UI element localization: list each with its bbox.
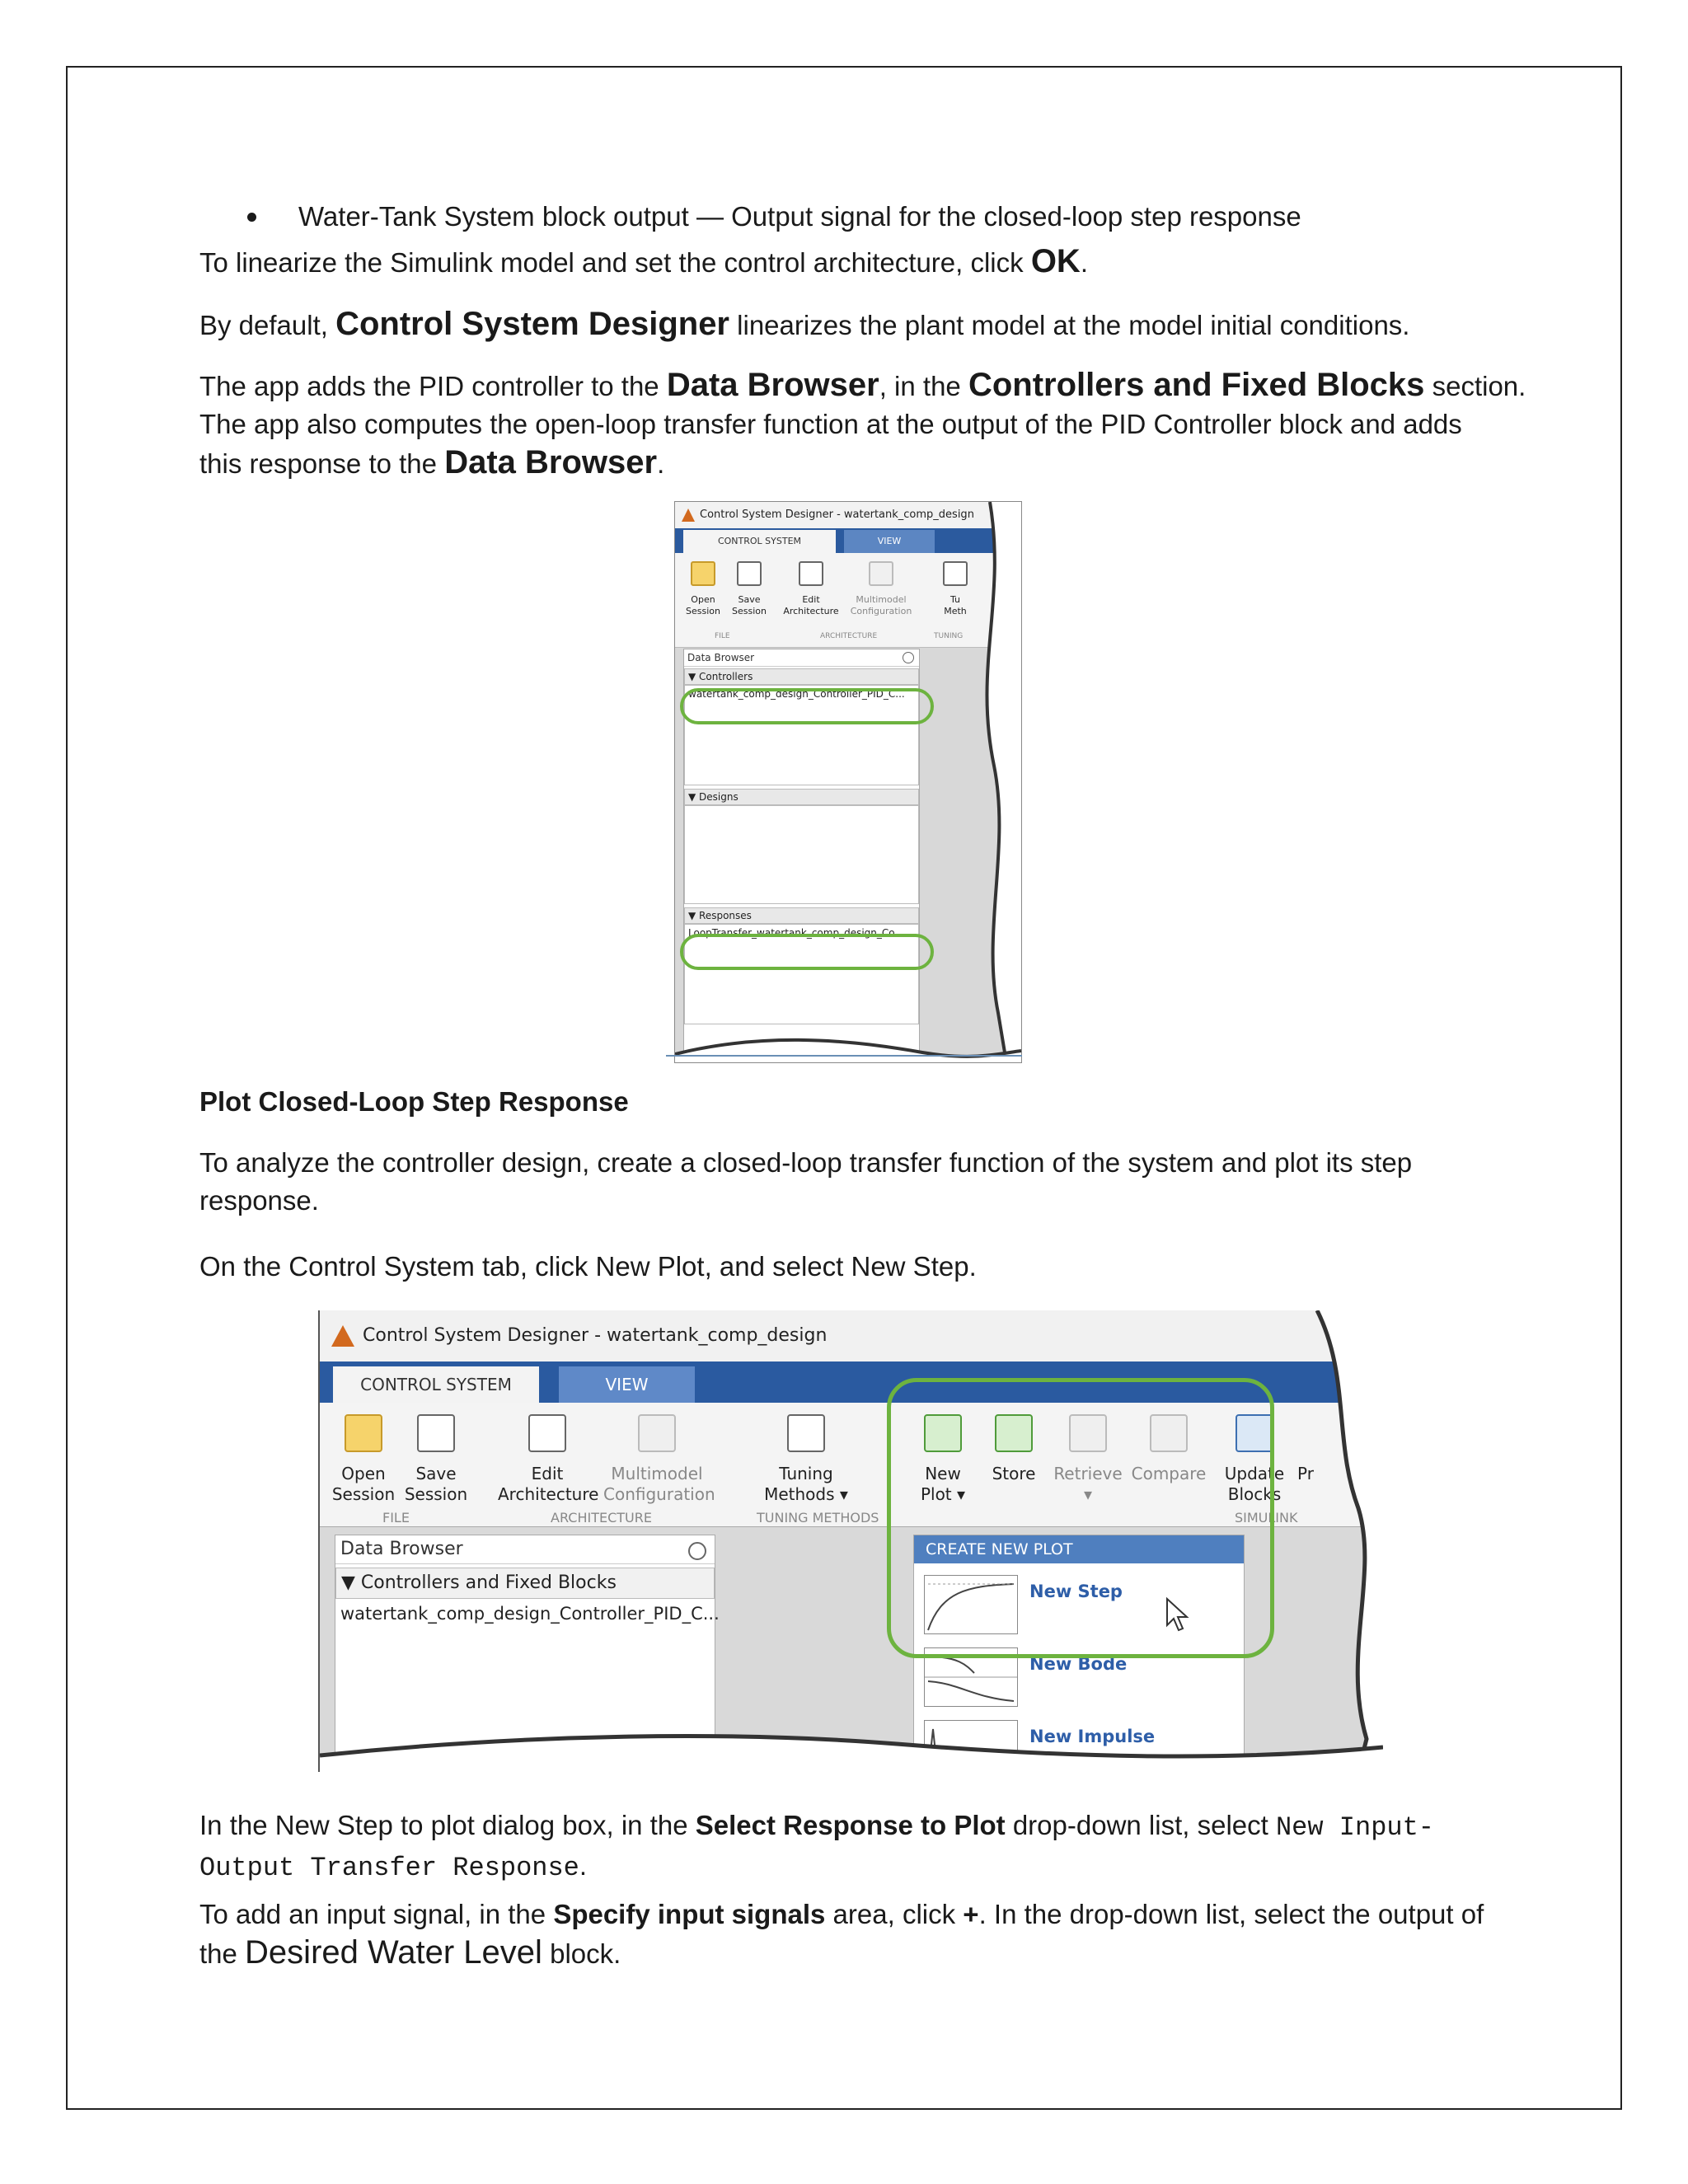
tuning-icon: [943, 561, 968, 586]
menu-item-new-step[interactable]: New Step: [914, 1563, 1244, 1636]
app-name: Control System Designer: [335, 306, 729, 342]
tuning-methods-icon: [787, 1414, 825, 1452]
update-blocks-button[interactable]: Update Blocks: [1220, 1414, 1289, 1505]
specify-input-term: Specify input signals: [553, 1899, 826, 1929]
compare-button[interactable]: Compare: [1128, 1414, 1210, 1484]
data-browser-header: Data Browser: [684, 649, 919, 667]
tuning-methods-button[interactable]: Tu Meth: [922, 561, 988, 617]
tuning-methods-button[interactable]: Tuning Methods ▾: [757, 1414, 856, 1505]
multimodel-icon: [869, 561, 893, 586]
multimodel-configuration-button[interactable]: Multimodel Configuration: [603, 1414, 710, 1505]
section-file: FILE: [715, 632, 730, 640]
paragraph-app-adds: The app adds the PID controller to the Data Browser, in the Controllers and Fixed Blocks section. The app also computes the open-loop transfer function at the output of the PID Controller block and adds this response to the Data Browser.: [199, 367, 1526, 480]
section-heading: Plot Closed-Loop Step Response: [199, 1086, 629, 1117]
bullet-item: [247, 198, 1301, 236]
mouse-cursor-icon: [1165, 1597, 1190, 1632]
select-response-term: Select Response to Plot: [695, 1810, 1006, 1840]
data-browser-term: Data Browser: [666, 367, 879, 403]
torn-edge-bottom: [320, 1722, 1383, 1772]
window-title: Control System Designer - watertank_comp_design: [700, 509, 974, 521]
highlight-controller: [680, 688, 934, 724]
paragraph-analyze: To analyze the controller design, create a closed-loop transfer function of the system and plot its step response.: [199, 1147, 1413, 1216]
data-browser-header: Data Browser: [335, 1535, 715, 1564]
paragraph-linearize: To linearize the Simulink model and set the control architecture, click OK.: [199, 243, 1088, 279]
menu-header: CREATE NEW PLOT: [914, 1535, 1244, 1563]
tab-control-system[interactable]: CONTROL SYSTEM: [683, 530, 836, 553]
code-option-2: Output Transfer Response: [199, 1853, 579, 1883]
tab-view[interactable]: VIEW: [559, 1366, 695, 1403]
bullet-dot: [247, 213, 256, 222]
section-tuning: TUNING: [934, 632, 964, 640]
tab-view[interactable]: VIEW: [844, 530, 935, 553]
open-session-button[interactable]: Open Session: [680, 561, 726, 617]
desired-water-level-term: Desired Water Level: [245, 1934, 542, 1971]
toolstrip-tabs: [675, 528, 1021, 553]
group-controllers-fixed-blocks[interactable]: ▼ Controllers and Fixed Blocks: [335, 1568, 715, 1599]
menu-item-new-impulse[interactable]: New Impulse: [914, 1708, 1244, 1772]
torn-edge-bottom: [675, 1029, 1021, 1062]
multimodel-configuration-button[interactable]: Multimodel Configuration: [850, 561, 912, 617]
folder-icon: [345, 1414, 382, 1452]
save-session-button[interactable]: Save Session: [726, 561, 772, 617]
paragraph-input-signal: To add an input signal, in the Specify input signals area, click +. In the drop-down list, select the output of the Desired Water Level block.: [199, 1899, 1484, 1971]
pr-button[interactable]: Pr: [1297, 1464, 1314, 1483]
plus-symbol: +: [963, 1899, 979, 1929]
save-icon: [417, 1414, 455, 1452]
designs-list: [684, 805, 919, 904]
group-controllers[interactable]: ▼ Controllers: [684, 668, 919, 685]
retrieve-button[interactable]: Retrieve ▾: [1048, 1414, 1128, 1505]
section-tuning-methods: TUNING METHODS: [757, 1510, 879, 1526]
multimodel-icon: [638, 1414, 676, 1452]
section-file: FILE: [382, 1510, 410, 1526]
list-item-response[interactable]: LoopTransfer_watertank_comp_design_Co...: [688, 927, 904, 939]
section-simulink: SIMULINK: [1235, 1510, 1298, 1526]
highlight-new-plot: [887, 1378, 1274, 1658]
highlight-response: [680, 934, 934, 970]
toolstrip: [675, 553, 1021, 648]
torn-edge-right: [973, 502, 1022, 1062]
matlab-logo-icon: [331, 1325, 354, 1347]
tab-control-system[interactable]: CONTROL SYSTEM: [333, 1366, 539, 1403]
list-item-controller[interactable]: watertank_comp_design_Controller_PID_C...: [340, 1604, 720, 1624]
group-designs[interactable]: ▼ Designs: [684, 789, 919, 805]
screenshot-new-plot-menu: [318, 1310, 1383, 1772]
ok-keyword: OK: [1030, 243, 1081, 279]
save-icon: [737, 561, 762, 586]
menu-item-new-bode[interactable]: New Bode: [914, 1636, 1244, 1708]
list-item-controller[interactable]: watertank_comp_design_Controller_PID_C...: [688, 688, 905, 700]
caption-line: [666, 1055, 1022, 1057]
folder-icon: [691, 561, 715, 586]
group-responses[interactable]: ▼ Responses: [684, 907, 919, 924]
panel-menu-icon[interactable]: [688, 1542, 706, 1560]
new-plot-button[interactable]: New Plot ▾: [908, 1414, 978, 1505]
matlab-logo-icon: [682, 509, 695, 522]
paragraph-default: By default, Control System Designer linearizes the plant model at the model initial conditions.: [199, 306, 1410, 342]
controllers-section-term: Controllers and Fixed Blocks: [968, 367, 1425, 403]
edit-architecture-button[interactable]: Edit Architecture: [782, 561, 840, 617]
code-option-1: New Input-: [1275, 1812, 1434, 1843]
save-session-button[interactable]: Save Session: [399, 1414, 473, 1505]
screenshot-data-browser: [674, 501, 1022, 1063]
section-architecture: ARCHITECTURE: [820, 632, 878, 640]
window-title-bar: [675, 502, 1021, 528]
architecture-icon: [799, 561, 823, 586]
edit-architecture-button[interactable]: Edit Architecture: [498, 1414, 597, 1505]
panel-menu-icon[interactable]: [903, 652, 914, 663]
paragraph-new-step-dialog: In the New Step to plot dialog box, in the Select Response to Plot drop-down list, select New Input- Output Transfer Response.: [199, 1810, 1434, 1883]
open-session-button[interactable]: Open Session: [326, 1414, 401, 1505]
data-browser-term-2: Data Browser: [444, 444, 658, 480]
store-button[interactable]: Store: [979, 1414, 1048, 1484]
window-title-bar: [320, 1310, 1383, 1361]
bullet-text: Water-Tank System block output — Output signal for the closed-loop step response: [298, 201, 1301, 232]
section-architecture: ARCHITECTURE: [551, 1510, 652, 1526]
window-title: Control System Designer - watertank_comp_design: [363, 1325, 828, 1346]
paragraph-new-plot: On the Control System tab, click New Plot, and select New Step.: [199, 1251, 977, 1282]
torn-edge-right: [1309, 1310, 1383, 1772]
architecture-icon: [528, 1414, 566, 1452]
